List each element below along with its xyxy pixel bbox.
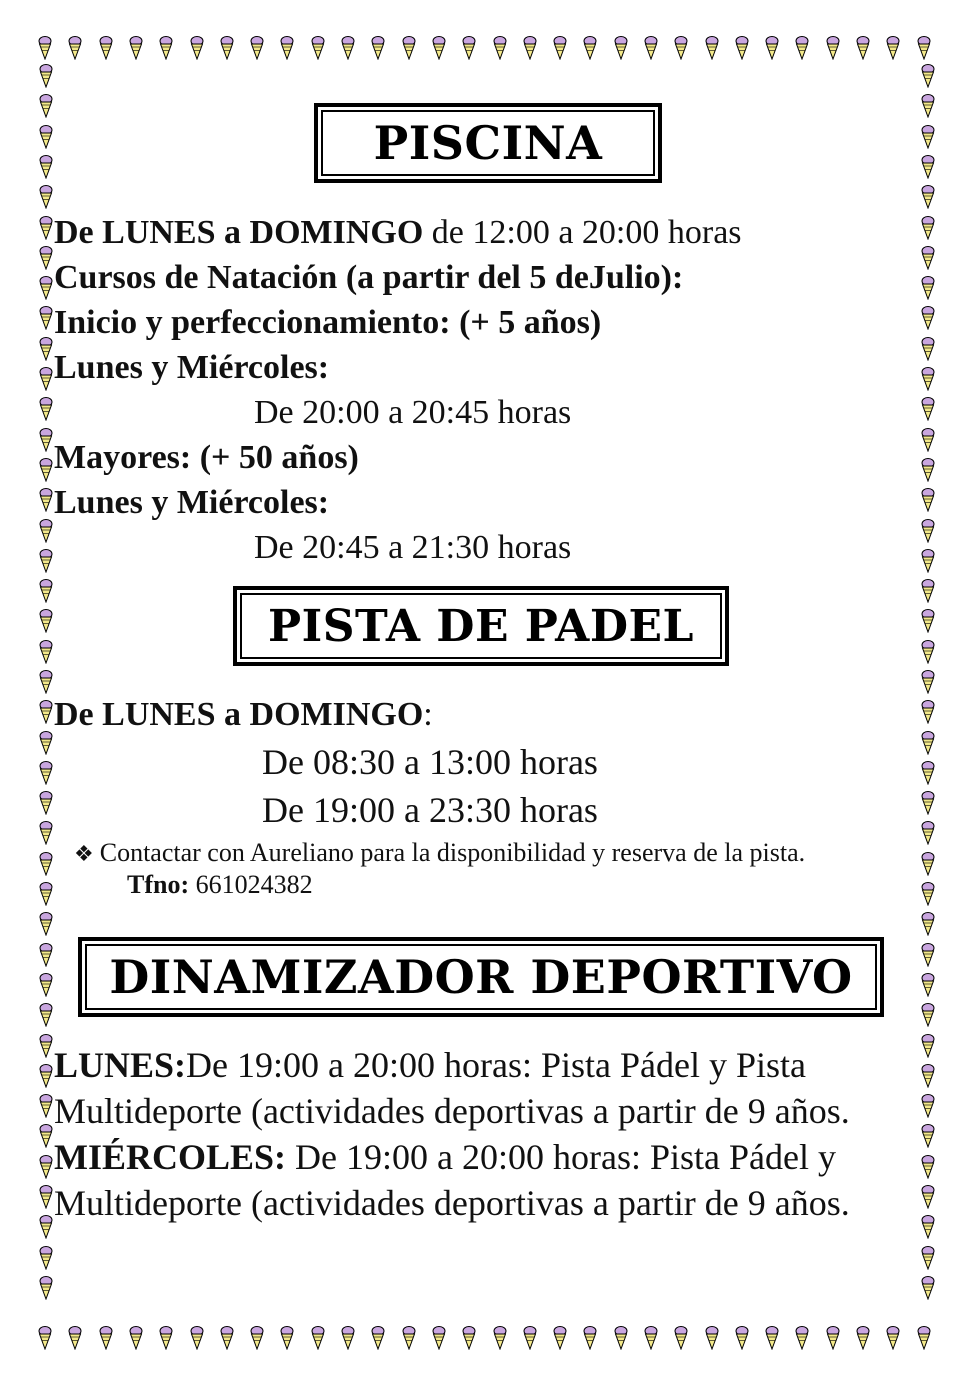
ice-cream-cone-icon bbox=[402, 36, 416, 60]
ice-cream-cone-icon bbox=[39, 246, 53, 270]
ice-cream-cone-icon bbox=[644, 1326, 658, 1350]
ice-cream-cone-icon bbox=[341, 36, 355, 60]
ice-cream-cone-icon bbox=[220, 36, 234, 60]
ice-cream-cone-icon bbox=[921, 1003, 935, 1027]
piscina-title: PISCINA bbox=[373, 116, 603, 170]
ice-cream-cone-icon bbox=[39, 306, 53, 330]
ice-cream-cone-icon bbox=[39, 1124, 53, 1148]
ice-cream-cone-icon bbox=[921, 912, 935, 936]
ice-cream-cone-icon bbox=[921, 791, 935, 815]
ice-cream-cone-icon bbox=[39, 1276, 53, 1300]
ice-cream-cone-icon bbox=[39, 1246, 53, 1270]
ice-cream-cone-icon bbox=[402, 1326, 416, 1350]
ice-cream-cone-icon bbox=[39, 1034, 53, 1058]
ice-cream-cone-icon bbox=[614, 36, 628, 60]
ice-cream-cone-icon bbox=[921, 1124, 935, 1148]
ice-cream-cone-icon bbox=[39, 912, 53, 936]
ice-cream-cone-icon bbox=[921, 882, 935, 906]
dinamizador-wednesday bbox=[54, 1135, 836, 1179]
piscina-seniors-hours: De 20:45 a 21:30 horas bbox=[254, 529, 572, 566]
ice-cream-cone-icon bbox=[921, 428, 935, 452]
ice-cream-cone-icon bbox=[921, 216, 935, 240]
ice-cream-cone-icon bbox=[38, 36, 52, 60]
piscina-hours: de 12:00 a 20:00 horas bbox=[423, 214, 742, 251]
ice-cream-cone-icon bbox=[39, 852, 53, 876]
ice-cream-cone-icon bbox=[583, 1326, 597, 1350]
ice-cream-cone-icon bbox=[921, 700, 935, 724]
padel-morning-hours: De 08:30 a 13:00 horas bbox=[262, 742, 598, 782]
ice-cream-cone-icon bbox=[39, 1155, 53, 1179]
padel-phone-value: 661024382 bbox=[189, 870, 313, 899]
padel-note bbox=[74, 837, 805, 870]
ice-cream-cone-icon bbox=[39, 1003, 53, 1027]
ice-cream-cone-icon bbox=[39, 1094, 53, 1118]
ice-cream-cone-icon bbox=[921, 458, 935, 482]
ice-cream-cone-icon bbox=[39, 821, 53, 845]
ice-cream-cone-icon bbox=[39, 882, 53, 906]
ice-cream-cone-icon bbox=[856, 36, 870, 60]
ice-cream-cone-icon bbox=[921, 1185, 935, 1209]
piscina-seniors-days: Lunes y Miércoles: bbox=[54, 484, 330, 521]
ice-cream-cone-icon bbox=[921, 609, 935, 633]
ice-cream-cone-icon bbox=[129, 36, 143, 60]
ice-cream-cone-icon bbox=[921, 761, 935, 785]
piscina-beginners-hours: De 20:00 a 20:45 horas bbox=[254, 394, 572, 431]
ice-cream-cone-icon bbox=[917, 1326, 931, 1350]
ice-cream-cone-icon bbox=[39, 761, 53, 785]
piscina-seniors: Mayores: (+ 50 años) bbox=[54, 439, 359, 476]
ice-cream-cone-icon bbox=[523, 1326, 537, 1350]
piscina-schedule-line bbox=[54, 213, 742, 253]
ice-cream-cone-icon bbox=[921, 125, 935, 149]
padel-phone-label: Tfno: bbox=[127, 870, 190, 899]
ice-cream-cone-icon bbox=[39, 458, 53, 482]
ice-cream-cone-icon bbox=[917, 36, 931, 60]
dinamizador-title: DINAMIZADOR DEPORTIVO bbox=[109, 950, 853, 1004]
padel-days: De LUNES a DOMINGO bbox=[54, 696, 424, 733]
ice-cream-cone-icon bbox=[39, 397, 53, 421]
ice-cream-cone-icon bbox=[765, 36, 779, 60]
ice-cream-cone-icon bbox=[921, 852, 935, 876]
dinamizador-monday-label: LUNES: bbox=[54, 1045, 187, 1085]
ice-cream-cone-icon bbox=[886, 1326, 900, 1350]
ice-cream-cone-icon bbox=[220, 1326, 234, 1350]
dinamizador-monday-cont: Multideporte (actividades deportivas a partir de 9 años. bbox=[54, 1091, 850, 1131]
ice-cream-cone-icon bbox=[795, 1326, 809, 1350]
ice-cream-cone-icon bbox=[921, 731, 935, 755]
ice-cream-cone-icon bbox=[921, 640, 935, 664]
padel-evening-hours: De 19:00 a 23:30 horas bbox=[262, 790, 598, 830]
piscina-days: De LUNES a DOMINGO bbox=[54, 214, 424, 251]
ice-cream-cone-icon bbox=[39, 488, 53, 512]
padel-title: PISTA DE PADEL bbox=[268, 600, 694, 652]
ice-cream-cone-icon bbox=[280, 1326, 294, 1350]
ice-cream-cone-icon bbox=[886, 36, 900, 60]
ice-cream-cone-icon bbox=[921, 488, 935, 512]
ice-cream-cone-icon bbox=[311, 36, 325, 60]
ice-cream-cone-icon bbox=[583, 36, 597, 60]
dinamizador-monday bbox=[54, 1043, 806, 1087]
ice-cream-cone-icon bbox=[614, 1326, 628, 1350]
ice-cream-cone-icon bbox=[39, 579, 53, 603]
ice-cream-cone-icon bbox=[39, 216, 53, 240]
ice-cream-cone-icon bbox=[921, 1215, 935, 1239]
ice-cream-cone-icon bbox=[39, 155, 53, 179]
ice-cream-cone-icon bbox=[39, 731, 53, 755]
ice-cream-cone-icon bbox=[39, 519, 53, 543]
ice-cream-cone-icon bbox=[644, 36, 658, 60]
ice-cream-cone-icon bbox=[921, 337, 935, 361]
ice-cream-cone-icon bbox=[341, 1326, 355, 1350]
ice-cream-cone-icon bbox=[39, 337, 53, 361]
ice-cream-cone-icon bbox=[921, 973, 935, 997]
ice-cream-cone-icon bbox=[493, 36, 507, 60]
ice-cream-cone-icon bbox=[432, 1326, 446, 1350]
ice-cream-cone-icon bbox=[39, 640, 53, 664]
ice-cream-cone-icon bbox=[553, 36, 567, 60]
ice-cream-cone-icon bbox=[68, 1326, 82, 1350]
ice-cream-cone-icon bbox=[921, 579, 935, 603]
dinamizador-monday-text: De 19:00 a 20:00 horas: Pista Pádel y Pista bbox=[186, 1045, 806, 1085]
ice-cream-cone-icon bbox=[735, 36, 749, 60]
ice-cream-cone-icon bbox=[921, 185, 935, 209]
ice-cream-cone-icon bbox=[99, 36, 113, 60]
ice-cream-cone-icon bbox=[674, 36, 688, 60]
dinamizador-wednesday-label: MIÉRCOLES: bbox=[54, 1137, 287, 1177]
ice-cream-cone-icon bbox=[921, 519, 935, 543]
ice-cream-cone-icon bbox=[921, 1094, 935, 1118]
padel-note-text: Contactar con Aureliano para la disponibilidad y reserva de la pista. bbox=[99, 838, 806, 867]
ice-cream-cone-icon bbox=[921, 821, 935, 845]
ice-cream-cone-icon bbox=[371, 36, 385, 60]
ice-cream-cone-icon bbox=[921, 1246, 935, 1270]
piscina-beginners: Inicio y perfeccionamiento: (+ 5 años) bbox=[54, 304, 602, 341]
ice-cream-cone-icon bbox=[190, 36, 204, 60]
ice-cream-cone-icon bbox=[39, 94, 53, 118]
ice-cream-cone-icon bbox=[38, 1326, 52, 1350]
ice-cream-cone-icon bbox=[311, 1326, 325, 1350]
ice-cream-cone-icon bbox=[921, 1034, 935, 1058]
ice-cream-cone-icon bbox=[921, 155, 935, 179]
ice-cream-cone-icon bbox=[856, 1326, 870, 1350]
piscina-courses: Cursos de Natación (a partir del 5 deJulio): bbox=[54, 259, 684, 296]
ice-cream-cone-icon bbox=[921, 549, 935, 573]
ice-cream-cone-icon bbox=[99, 1326, 113, 1350]
ice-cream-cone-icon bbox=[39, 64, 53, 88]
ice-cream-cone-icon bbox=[39, 791, 53, 815]
ice-cream-cone-icon bbox=[553, 1326, 567, 1350]
ice-cream-cone-icon bbox=[921, 1064, 935, 1088]
ice-cream-cone-icon bbox=[921, 1276, 935, 1300]
ice-cream-cone-icon bbox=[39, 670, 53, 694]
ice-cream-cone-icon bbox=[921, 246, 935, 270]
ice-cream-cone-icon bbox=[39, 1215, 53, 1239]
piscina-beginners-days: Lunes y Miércoles: bbox=[54, 349, 330, 386]
padel-title-box bbox=[233, 586, 729, 666]
ice-cream-cone-icon bbox=[765, 1326, 779, 1350]
ice-cream-cone-icon bbox=[921, 64, 935, 88]
dinamizador-wednesday-cont: Multideporte (actividades deportivas a partir de 9 años. bbox=[54, 1183, 850, 1223]
ice-cream-cone-icon bbox=[250, 1326, 264, 1350]
ice-cream-cone-icon bbox=[462, 36, 476, 60]
ice-cream-cone-icon bbox=[371, 1326, 385, 1350]
ice-cream-cone-icon bbox=[826, 36, 840, 60]
padel-schedule-line bbox=[54, 695, 433, 735]
ice-cream-cone-icon bbox=[39, 1185, 53, 1209]
ice-cream-cone-icon bbox=[826, 1326, 840, 1350]
ice-cream-cone-icon bbox=[159, 36, 173, 60]
ice-cream-cone-icon bbox=[921, 670, 935, 694]
ice-cream-cone-icon bbox=[159, 1326, 173, 1350]
ice-cream-cone-icon bbox=[462, 1326, 476, 1350]
ice-cream-cone-icon bbox=[921, 367, 935, 391]
ice-cream-cone-icon bbox=[921, 397, 935, 421]
ice-cream-cone-icon bbox=[39, 700, 53, 724]
ice-cream-cone-icon bbox=[705, 36, 719, 60]
ice-cream-cone-icon bbox=[432, 36, 446, 60]
ice-cream-cone-icon bbox=[39, 428, 53, 452]
ice-cream-cone-icon bbox=[39, 943, 53, 967]
ice-cream-cone-icon bbox=[280, 36, 294, 60]
ice-cream-cone-icon bbox=[39, 125, 53, 149]
padel-phone bbox=[127, 869, 313, 901]
ice-cream-cone-icon bbox=[735, 1326, 749, 1350]
ice-cream-cone-icon bbox=[190, 1326, 204, 1350]
ice-cream-cone-icon bbox=[795, 36, 809, 60]
ice-cream-cone-icon bbox=[493, 1326, 507, 1350]
dinamizador-wednesday-text: De 19:00 a 20:00 horas: Pista Pádel y bbox=[286, 1137, 836, 1177]
ice-cream-cone-icon bbox=[39, 276, 53, 300]
ice-cream-cone-icon bbox=[39, 367, 53, 391]
diamond-bullet-icon: ❖ bbox=[74, 841, 94, 866]
ice-cream-cone-icon bbox=[39, 973, 53, 997]
ice-cream-cone-icon bbox=[39, 549, 53, 573]
ice-cream-cone-icon bbox=[250, 36, 264, 60]
padel-colon: : bbox=[423, 696, 433, 733]
ice-cream-cone-icon bbox=[39, 185, 53, 209]
ice-cream-cone-icon bbox=[921, 306, 935, 330]
ice-cream-cone-icon bbox=[39, 1064, 53, 1088]
ice-cream-cone-icon bbox=[921, 276, 935, 300]
ice-cream-cone-icon bbox=[129, 1326, 143, 1350]
ice-cream-cone-icon bbox=[68, 36, 82, 60]
ice-cream-cone-icon bbox=[705, 1326, 719, 1350]
ice-cream-cone-icon bbox=[523, 36, 537, 60]
dinamizador-title-box bbox=[78, 937, 884, 1017]
ice-cream-cone-icon bbox=[39, 609, 53, 633]
ice-cream-cone-icon bbox=[921, 94, 935, 118]
ice-cream-cone-icon bbox=[921, 1155, 935, 1179]
ice-cream-cone-icon bbox=[921, 943, 935, 967]
piscina-title-box bbox=[314, 103, 662, 183]
ice-cream-cone-icon bbox=[674, 1326, 688, 1350]
